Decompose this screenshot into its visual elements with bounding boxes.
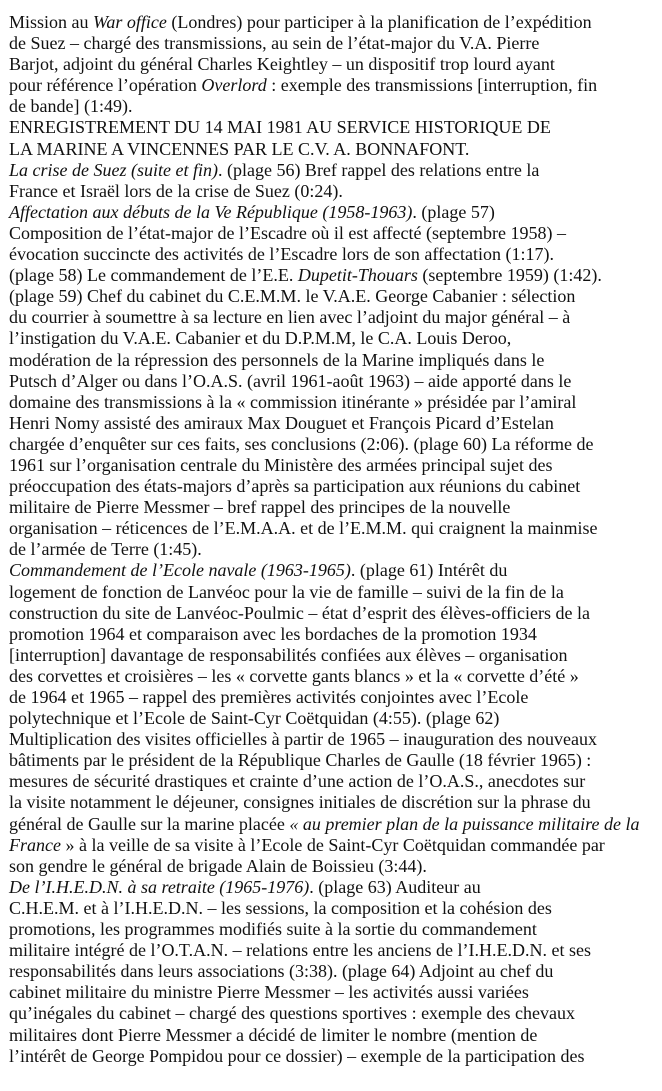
text-run: France et Israël lors de la crise de Suez (0:24). xyxy=(9,180,343,201)
text-line xyxy=(9,497,659,518)
text-run: des corvettes et croisières – les « corvette gants blancs » et la « corvette d’été » xyxy=(9,665,579,686)
text-run: ENREGISTREMENT DU 14 MAI 1981 AU SERVICE HISTORIQUE DE xyxy=(9,117,551,138)
text-line xyxy=(9,708,659,729)
italic-text-run: Affectation aux débuts de la Ve République (1958-1963) xyxy=(9,201,413,222)
text-line xyxy=(9,328,659,349)
text-run: de Suez – chargé des transmissions, au sein de l’état-major du V.A. Pierre xyxy=(9,33,540,54)
text-run: pour référence l’opération xyxy=(9,75,202,96)
text-run: militaire de Pierre Messmer – bref rappel des principes de la nouvelle xyxy=(9,497,511,518)
text-line xyxy=(9,771,659,792)
text-line xyxy=(9,982,659,1003)
text-run: bâtiments par le président de la République Charles de Gaulle (18 février 1965) : xyxy=(9,750,592,771)
text-line xyxy=(9,371,659,392)
text-line xyxy=(9,919,659,940)
text-run: : exemple des transmissions [interruption, fin xyxy=(266,75,598,96)
text-run: Henri Nomy assisté des amiraux Max Douguet et François Picard d’Estelan xyxy=(9,412,554,433)
text-run: organisation – réticences de l’E.M.A.A. et de l’E.M.M. qui craignent la mainmise xyxy=(9,518,598,539)
text-run: promotions, les programmes modifiés suite à la sortie du commandement xyxy=(9,919,537,940)
document-text xyxy=(9,12,659,1067)
text-run: cabinet militaire du ministre Pierre Messmer – les activités aussi variées xyxy=(9,982,529,1003)
text-run: Multiplication des visites officielles à partir de 1965 – inauguration des nouveaux xyxy=(9,729,598,750)
text-line xyxy=(9,223,659,244)
text-run: Mission au xyxy=(9,12,94,32)
text-line xyxy=(9,1025,659,1046)
text-run: . (plage 56) Bref rappel des relations entre la xyxy=(217,159,540,180)
text-line xyxy=(9,792,659,813)
text-run: logement de fonction de Lanvéoc pour la vie de famille – suivi de la fin de la xyxy=(9,581,564,602)
italic-text-run: Dupetit-Thouars xyxy=(297,265,418,286)
text-line xyxy=(9,687,659,708)
text-line xyxy=(9,645,659,666)
text-run: polytechnique et l’Ecole de Saint-Cyr Coëtquidan (4:55). (plage 62) xyxy=(9,708,500,729)
text-run: . (plage 57) xyxy=(412,201,495,222)
text-run: C.H.E.M. et à l’I.H.E.D.N. – les sessions, la composition et la cohésion des xyxy=(9,897,552,918)
italic-text-run: Commandement de l’Ecole navale (1963-1965) xyxy=(9,560,351,581)
text-run: LA MARINE A VINCENNES PAR LE C.V. A. BONNAFONT. xyxy=(9,138,470,159)
text-run: domaine des transmissions à la « commission itinérante » présidée par l’amiral xyxy=(9,391,577,412)
text-line xyxy=(9,582,659,603)
text-line xyxy=(9,539,659,560)
text-line xyxy=(9,856,659,877)
text-run: (plage 58) Le commandement de l’E.E. xyxy=(9,265,298,286)
text-line xyxy=(9,518,659,539)
italic-text-run: La crise de Suez (suite et fin) xyxy=(9,159,218,180)
text-run: du courrier à soumettre à sa lecture en lien avec l’adjoint du major général – à xyxy=(9,307,571,328)
text-run: construction du site de Lanvéoc-Poulmic – état d’esprit des élèves-officiers de la xyxy=(9,602,590,623)
text-line xyxy=(9,265,659,286)
text-line xyxy=(9,455,659,476)
text-line xyxy=(9,286,659,307)
text-line xyxy=(9,1046,659,1067)
text-run: de 1964 et 1965 – rappel des premières activités conjointes avec l’Ecole xyxy=(9,687,529,707)
text-line xyxy=(9,96,659,117)
text-line xyxy=(9,181,659,202)
text-line xyxy=(9,898,659,919)
text-run: l’intérêt de George Pompidou pour ce dossier) – exemple de la participation des xyxy=(9,1045,585,1066)
text-line xyxy=(9,413,659,434)
text-run: qu’inégales du cabinet – chargé des questions sportives : exemple des chevaux xyxy=(9,1003,575,1024)
text-line xyxy=(9,307,659,328)
text-run: promotion 1964 et comparaison avec les bordaches de la promotion 1934 xyxy=(9,623,537,644)
text-run: Putsch d’Alger ou dans l’O.A.S. (avril 1961-août 1963) – aide apporté dans le xyxy=(9,370,572,391)
text-run: évocation succincte des activités de l’Escadre lors de son affectation (1:17). xyxy=(9,244,554,265)
text-run: [interruption] davantage de responsabilités confiées aux élèves – organisation xyxy=(9,644,568,665)
text-line xyxy=(9,814,659,835)
text-run: l’instigation du V.A.E. Cabanier et du D.P.M.M, le C.A. Louis Deroo, xyxy=(9,328,512,349)
text-line xyxy=(9,434,659,455)
text-run: (septembre 1959) (1:42). xyxy=(417,265,602,286)
text-run: chargée d’enquêter sur ces faits, ses conclusions (2:06). (plage 60) La réforme de xyxy=(9,433,594,454)
text-line xyxy=(9,392,659,413)
text-run: de bande] (1:49). xyxy=(9,96,133,117)
text-run: mesures de sécurité drastiques et crainte d’une action de l’O.A.S., anecdotes sur xyxy=(9,771,586,792)
text-run: général de Gaulle sur la marine placée xyxy=(9,813,290,834)
text-run: responsabilités dans leurs associations (3:38). (plage 64) Adjoint au chef du xyxy=(9,961,554,982)
italic-text-run: Overlord xyxy=(201,75,267,96)
text-run: de l’armée de Terre (1:45). xyxy=(9,539,202,560)
text-line xyxy=(9,877,659,898)
text-run: modération de la répression des personnels de la Marine impliqués dans le xyxy=(9,349,545,370)
text-line xyxy=(9,961,659,982)
text-run: militaire intégré de l’O.T.A.N. – relations entre les anciens de l’I.H.E.D.N. et ses xyxy=(9,940,591,961)
text-line xyxy=(9,117,659,138)
text-line xyxy=(9,350,659,371)
text-line xyxy=(9,476,659,497)
text-line xyxy=(9,750,659,771)
text-line xyxy=(9,33,659,54)
italic-text-run: France xyxy=(9,834,61,855)
text-run: son gendre le général de brigade Alain de Boissieu (3:44). xyxy=(9,855,427,876)
text-run: » à la veille de sa visite à l’Ecole de Saint-Cyr Coëtquidan commandée par xyxy=(60,834,605,855)
text-run: . (plage 63) Auditeur au xyxy=(309,876,481,897)
text-line xyxy=(9,244,659,265)
text-run: la visite notamment le déjeuner, consignes initiales de discrétion sur la phrase du xyxy=(9,792,591,813)
text-run: militaires dont Pierre Messmer a décidé de limiter le nombre (mention de xyxy=(9,1024,538,1045)
text-line xyxy=(9,940,659,961)
text-run: . (plage 61) Intérêt du xyxy=(350,560,508,581)
text-line xyxy=(9,75,659,96)
italic-text-run: War office xyxy=(93,12,167,32)
text-line xyxy=(9,202,659,223)
text-run: (plage 59) Chef du cabinet du C.E.M.M. le V.A.E. George Cabanier : sélection xyxy=(9,286,576,307)
italic-text-run: De l’I.H.E.D.N. à sa retraite (1965-1976) xyxy=(9,876,310,897)
text-run: Barjot, adjoint du général Charles Keightley – un dispositif trop lourd ayant xyxy=(9,54,555,75)
text-line xyxy=(9,160,659,181)
text-line xyxy=(9,54,659,75)
text-line xyxy=(9,1003,659,1024)
text-line xyxy=(9,729,659,750)
italic-text-run: « au premier plan de la puissance militaire de la xyxy=(289,813,640,834)
text-run: (Londres) pour participer à la planification de l’expédition xyxy=(166,12,592,32)
text-line xyxy=(9,12,659,33)
text-run: 1961 sur l’organisation centrale du Ministère des armées principal sujet des xyxy=(9,454,553,475)
text-line xyxy=(9,835,659,856)
text-line xyxy=(9,624,659,645)
text-line xyxy=(9,603,659,624)
text-line xyxy=(9,560,659,581)
text-run: préoccupation des états-majors d’après sa participation aux réunions du cabinet xyxy=(9,476,581,497)
text-line xyxy=(9,666,659,687)
text-run: Composition de l’état-major de l’Escadre où il est affecté (septembre 1958) – xyxy=(9,222,566,243)
text-line xyxy=(9,139,659,160)
